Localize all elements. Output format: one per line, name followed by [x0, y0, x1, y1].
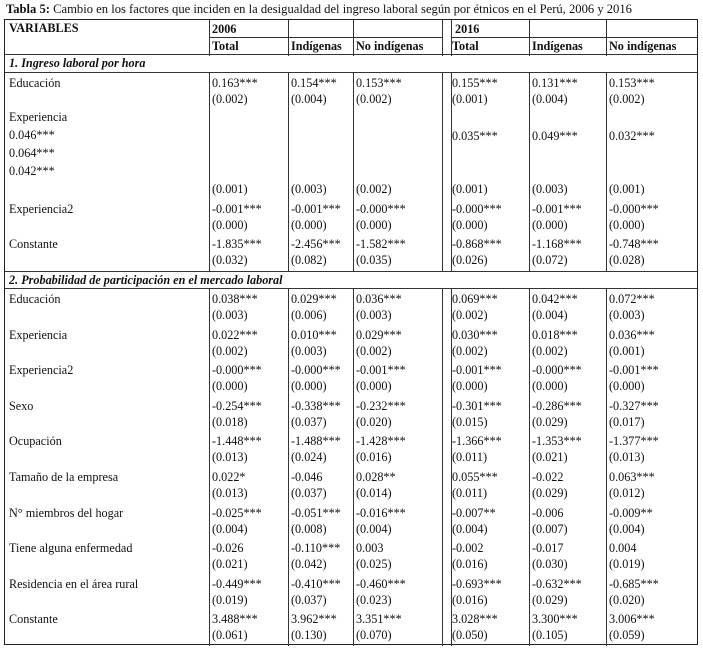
- coefficient: 0.032***: [609, 129, 655, 143]
- std-error: (0.004): [452, 521, 488, 536]
- std-error: (0.004): [212, 521, 248, 536]
- coefficient: 0.042***: [532, 292, 578, 306]
- std-error: (0.003): [532, 182, 568, 196]
- coefficient: 0.022*: [212, 470, 246, 484]
- std-error: (0.007): [532, 521, 568, 536]
- std-error: (0.072): [532, 253, 568, 267]
- coefficient: -0.693***: [452, 576, 502, 591]
- std-error: (0.000): [532, 379, 568, 394]
- coefficient: -0.046: [291, 470, 323, 484]
- std-error: (0.013): [212, 450, 248, 465]
- table-row: [5, 397, 697, 433]
- std-error: (0.015): [452, 414, 488, 429]
- coefficient: -0.051***: [291, 505, 341, 520]
- coefficient: 0.063***: [609, 470, 655, 484]
- coefficient: -0.007**: [452, 505, 496, 520]
- std-error: (0.004): [356, 521, 392, 536]
- std-error: (0.030): [532, 557, 568, 572]
- coefficient: -0.001***: [356, 363, 406, 378]
- column-header: No indígenas: [356, 39, 424, 53]
- coefficient: -0.001***: [532, 202, 582, 216]
- std-error: (0.029): [532, 592, 568, 607]
- table-row: [5, 361, 697, 397]
- section-title: 1. Ingreso laboral por hora: [9, 56, 146, 70]
- coefficient: -0.449***: [212, 576, 262, 591]
- table-row: [5, 74, 697, 110]
- coefficient: 0.131***: [532, 76, 578, 90]
- section-1-title: [5, 56, 697, 72]
- coefficient: -0.232***: [356, 398, 406, 413]
- std-error: (0.013): [212, 486, 248, 500]
- coefficient: 0.029***: [356, 327, 402, 342]
- row-label: Tamaño de la empresa: [9, 470, 119, 484]
- std-error: (0.042): [291, 557, 327, 572]
- std-error: (0.001): [609, 182, 645, 196]
- table-row: [5, 235, 697, 271]
- coefficient: 0.064***: [9, 146, 55, 160]
- std-error: (0.019): [609, 557, 645, 572]
- coefficient: -0.327***: [609, 398, 659, 413]
- caption-label: Tabla 5:: [6, 2, 50, 16]
- column-rule: [442, 20, 443, 646]
- std-error: (0.001): [452, 92, 488, 106]
- coefficient: -0.110***: [291, 541, 341, 556]
- coefficient: 0.022***: [212, 327, 258, 342]
- std-error: (0.029): [532, 486, 568, 500]
- row-label: Constante: [9, 237, 58, 251]
- year-2016-header: 2016: [455, 22, 480, 36]
- std-error: (0.001): [212, 182, 248, 196]
- std-error: (0.061): [212, 628, 248, 643]
- std-error: (0.003): [609, 308, 645, 322]
- coefficient: -0.000***: [356, 202, 406, 216]
- coefficient: 0.155***: [452, 76, 498, 90]
- coefficient: 0.069***: [452, 292, 498, 306]
- coefficient: -0.001***: [212, 202, 262, 216]
- std-error: (0.017): [609, 414, 645, 429]
- std-error: (0.016): [356, 450, 392, 465]
- std-error: (0.006): [291, 308, 327, 322]
- coefficient: 0.004: [609, 541, 637, 556]
- table-rule: [5, 54, 697, 55]
- coefficient: 3.300***: [532, 612, 578, 627]
- coefficient: 0.072***: [609, 292, 655, 306]
- coefficient: -0.254***: [212, 398, 262, 413]
- coefficient: -0.006: [532, 505, 564, 520]
- std-error: (0.018): [212, 414, 248, 429]
- std-error: (0.003): [212, 308, 248, 322]
- std-error: (0.000): [291, 379, 327, 394]
- row-label: Residencia en el área rural: [9, 576, 139, 591]
- coefficient: -0.016***: [356, 505, 406, 520]
- std-error: (0.003): [356, 308, 392, 322]
- coefficient: -1.377***: [609, 434, 659, 449]
- column-rule: [529, 20, 530, 646]
- std-error: (0.013): [609, 450, 645, 465]
- coefficient: 3.962***: [291, 612, 337, 627]
- std-error: (0.000): [609, 218, 645, 232]
- table-caption: [6, 2, 632, 17]
- std-error: (0.032): [212, 253, 248, 267]
- coefficient: 3.006***: [609, 612, 655, 627]
- std-error: (0.025): [356, 557, 392, 572]
- column-rule: [209, 20, 210, 646]
- row-label: Tiene alguna enfermedad: [9, 541, 133, 556]
- std-error: (0.000): [356, 379, 392, 394]
- coefficient: -0.000***: [609, 202, 659, 216]
- coefficient: -1.582***: [356, 237, 406, 251]
- std-error: (0.035): [356, 253, 392, 267]
- std-error: (0.016): [452, 592, 488, 607]
- coefficient: 0.153***: [356, 76, 402, 90]
- std-error: (0.000): [532, 218, 568, 232]
- coefficient: 3.351***: [356, 612, 402, 627]
- table-row: [5, 504, 697, 540]
- std-error: (0.008): [291, 521, 327, 536]
- column-header: Indígenas: [291, 39, 342, 53]
- coefficient: -2.456***: [291, 237, 341, 251]
- coefficient: 0.028**: [356, 470, 396, 484]
- std-error: (0.029): [532, 414, 568, 429]
- coefficient: 0.029***: [291, 292, 337, 306]
- table-row: [5, 290, 697, 326]
- table-rule: [209, 37, 442, 38]
- std-error: (0.002): [356, 343, 392, 358]
- std-error: (0.019): [212, 592, 248, 607]
- coefficient: -1.428***: [356, 434, 406, 449]
- coefficient: -1.168***: [532, 237, 582, 251]
- std-error: (0.002): [212, 343, 248, 358]
- row-label: Educación: [9, 76, 61, 90]
- std-error: (0.037): [291, 414, 327, 429]
- coefficient: -0.410***: [291, 576, 341, 591]
- coefficient: -0.002: [452, 541, 484, 556]
- std-error: (0.000): [452, 218, 488, 232]
- coefficient: 0.036***: [356, 292, 402, 306]
- coefficient: 0.046***: [9, 128, 55, 142]
- std-error: (0.004): [291, 92, 327, 106]
- column-rule: [606, 20, 607, 646]
- std-error: (0.082): [291, 253, 327, 267]
- std-error: (0.002): [452, 308, 488, 322]
- std-error: (0.026): [452, 253, 488, 267]
- table-rule: [5, 288, 697, 289]
- section-title: 2. Probabilidad de participación en el mercado laboral: [9, 273, 283, 287]
- std-error: (0.070): [356, 628, 392, 643]
- coefficient: 3.488***: [212, 612, 258, 627]
- coefficient: -1.835***: [212, 237, 262, 251]
- table-row: [5, 610, 697, 646]
- table-row: [5, 326, 697, 362]
- std-error: (0.001): [452, 182, 488, 196]
- coefficient: 0.036***: [609, 327, 655, 342]
- std-error: (0.004): [609, 521, 645, 536]
- std-error: (0.037): [291, 592, 327, 607]
- coefficient: -0.338***: [291, 398, 341, 413]
- coefficient: 0.010***: [291, 327, 337, 342]
- std-error: (0.105): [532, 628, 568, 643]
- std-error: (0.020): [356, 414, 392, 429]
- coefficient: 0.038***: [212, 292, 258, 306]
- coefficient: -0.000***: [291, 363, 341, 378]
- std-error: (0.037): [291, 486, 327, 500]
- column-rule: [353, 20, 354, 646]
- coefficient: 0.018***: [532, 327, 578, 342]
- coefficient: -0.025***: [212, 505, 262, 520]
- row-label: Ocupación: [9, 434, 62, 449]
- table-rule: [451, 37, 697, 38]
- coefficient: -0.868***: [452, 237, 502, 251]
- std-error: (0.021): [532, 450, 568, 465]
- coefficient: -0.026: [212, 541, 244, 556]
- row-label: Experiencia: [9, 110, 68, 124]
- header-row: [5, 20, 697, 56]
- std-error: (0.002): [532, 343, 568, 358]
- coefficient: -0.000***: [532, 363, 582, 378]
- coefficient: -0.460***: [356, 576, 406, 591]
- coefficient: 0.042***: [9, 164, 55, 178]
- table-rule: [5, 72, 697, 73]
- std-error: (0.024): [291, 450, 327, 465]
- coefficient: -0.000***: [452, 202, 502, 216]
- table-row: [5, 468, 697, 504]
- column-header: Total: [452, 39, 479, 53]
- std-error: (0.012): [609, 486, 645, 500]
- std-error: (0.023): [356, 592, 392, 607]
- coefficient: -0.748***: [609, 237, 659, 251]
- coefficient: -0.022: [532, 470, 564, 484]
- std-error: (0.000): [356, 218, 392, 232]
- std-error: (0.021): [212, 557, 248, 572]
- coefficient: -1.366***: [452, 434, 502, 449]
- coefficient: -0.286***: [532, 398, 582, 413]
- row-label: N° miembros del hogar: [9, 505, 124, 520]
- std-error: (0.002): [356, 182, 392, 196]
- row-label: Constante: [9, 612, 58, 627]
- std-error: (0.003): [291, 182, 327, 196]
- std-error: (0.000): [609, 379, 645, 394]
- coefficient: -0.001***: [452, 363, 502, 378]
- std-error: (0.002): [356, 92, 392, 106]
- std-error: (0.050): [452, 628, 488, 643]
- std-error: (0.000): [212, 218, 248, 232]
- caption-text: Cambio en los factores que inciden en la desigualdad del ingreso laboral según por étnicos en el Perú, 2006 y 2016: [53, 2, 632, 16]
- coefficient: 0.003: [356, 541, 384, 556]
- std-error: (0.130): [291, 628, 327, 643]
- column-header: Total: [212, 39, 239, 53]
- std-error: (0.059): [609, 628, 645, 643]
- std-error: (0.000): [212, 379, 248, 394]
- std-error: (0.004): [532, 92, 568, 106]
- section-2-title: [5, 272, 697, 288]
- coefficient: 0.035***: [452, 129, 498, 143]
- row-label: Educación: [9, 292, 61, 306]
- coefficient: -0.685***: [609, 576, 659, 591]
- row-label: Sexo: [9, 398, 34, 413]
- std-error: (0.000): [291, 218, 327, 232]
- variables-header: VARIABLES: [9, 21, 79, 35]
- coefficient: -0.001***: [291, 202, 341, 216]
- column-header: No indígenas: [609, 39, 677, 53]
- std-error: (0.002): [212, 92, 248, 106]
- coefficient: 0.163***: [212, 76, 258, 90]
- coefficient: 0.153***: [609, 76, 655, 90]
- coefficient: 0.055***: [452, 470, 498, 484]
- row-label: Experiencia2: [9, 363, 74, 378]
- coefficient: -1.488***: [291, 434, 341, 449]
- coefficient: -1.448***: [212, 434, 262, 449]
- std-error: (0.014): [356, 486, 392, 500]
- std-error: (0.002): [452, 343, 488, 358]
- coefficient: 0.030***: [452, 327, 498, 342]
- table-row: [5, 432, 697, 468]
- std-error: (0.004): [532, 308, 568, 322]
- coefficient: -0.009**: [609, 505, 653, 520]
- std-error: (0.001): [609, 343, 645, 358]
- table-row: [5, 575, 697, 611]
- table-row: [5, 539, 697, 575]
- table-row: [5, 200, 697, 236]
- coefficient: 0.154***: [291, 76, 337, 90]
- regression-table: [4, 19, 698, 645]
- coefficient: -0.632***: [532, 576, 582, 591]
- year-2006-header: 2006: [212, 22, 237, 36]
- column-header: Indígenas: [532, 39, 583, 53]
- coefficient: -0.001***: [609, 363, 659, 378]
- std-error: (0.028): [609, 253, 645, 267]
- coefficient: -0.000***: [212, 363, 262, 378]
- table-row: [5, 110, 697, 200]
- coefficient: -1.353***: [532, 434, 582, 449]
- row-label: Experiencia2: [9, 202, 74, 216]
- coefficient: -0.301***: [452, 398, 502, 413]
- std-error: (0.011): [452, 450, 488, 465]
- coefficient: 3.028***: [452, 612, 498, 627]
- column-rule: [451, 20, 452, 646]
- std-error: (0.016): [452, 557, 488, 572]
- row-label: Experiencia: [9, 327, 68, 342]
- column-rule: [288, 20, 289, 646]
- std-error: (0.011): [452, 486, 488, 500]
- coefficient: 0.049***: [532, 129, 578, 143]
- coefficient: -0.017: [532, 541, 564, 556]
- std-error: (0.000): [452, 379, 488, 394]
- std-error: (0.002): [609, 92, 645, 106]
- std-error: (0.020): [609, 592, 645, 607]
- std-error: (0.003): [291, 343, 327, 358]
